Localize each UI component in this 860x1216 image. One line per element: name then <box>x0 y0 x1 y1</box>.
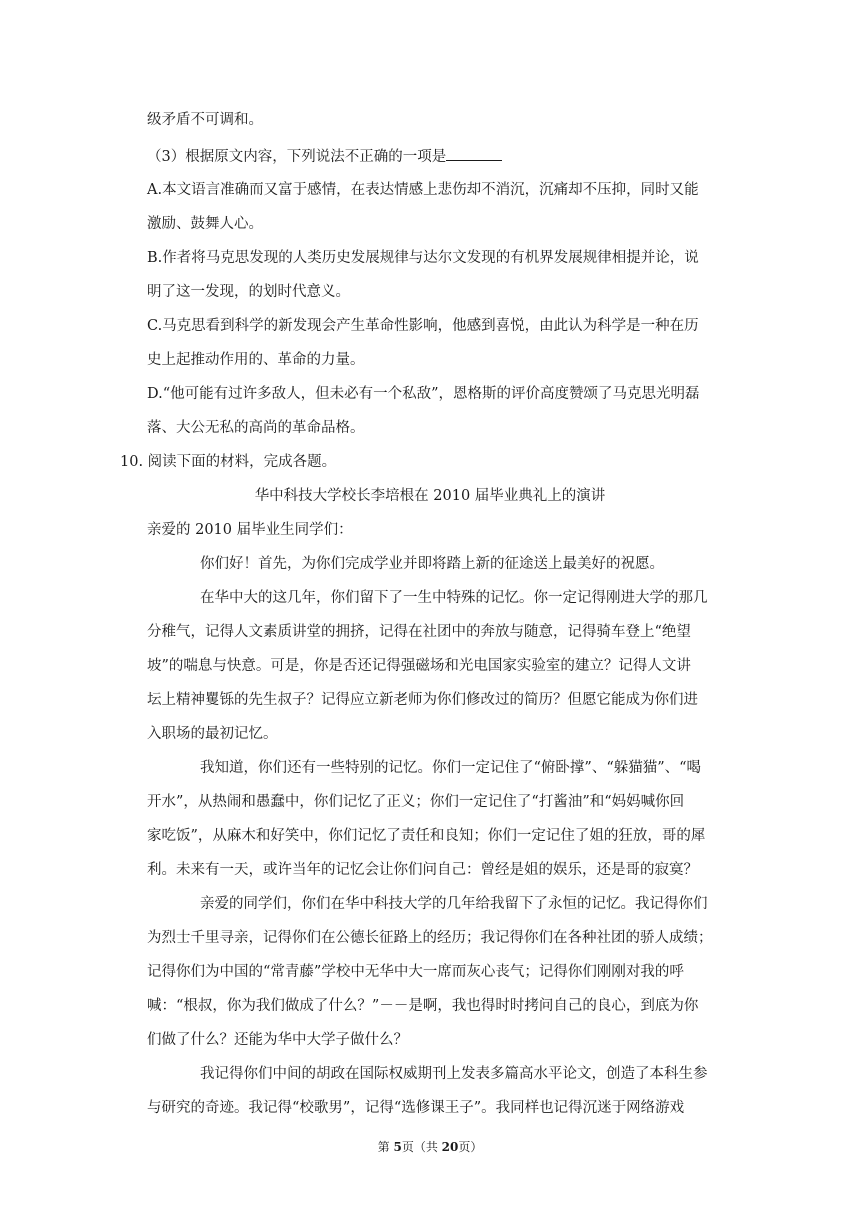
option-c-line-2: 史上起推动作用的、革命的力量。 <box>147 352 365 368</box>
paragraph-4-line-2: 为烈士千里寻亲，记得你们在公德长征路上的经历；我记得你们在各种社团的骄人成绩； <box>147 930 713 946</box>
footer-suffix: 页） <box>458 1140 483 1154</box>
text-line: 级矛盾不可调和。 <box>147 112 263 128</box>
option-d-line-1: D.“他可能有过许多敌人，但未必有一个私敌”，恩格斯的评价高度赞颂了马克思光明磊 <box>147 386 700 402</box>
footer-prefix: 第 <box>377 1140 394 1154</box>
article-title: 华中科技大学校长李培根在 2010 届毕业典礼上的演讲 <box>254 488 606 504</box>
option-b-line-2: 明了这一发现，的划时代意义。 <box>147 284 350 300</box>
question-3 <box>147 146 502 167</box>
option-d-line-2: 落、大公无私的高尚的革命品格。 <box>147 420 365 436</box>
paragraph-2-line-1: 在华中大的这几年，你们留下了一生中特殊的记忆。你一定记得刚进大学的那几 <box>200 590 708 606</box>
paragraph-2-line-3: 坡”的喘息与快意。可是，你是否还记得强磁场和光电国家实验室的建立？记得人文讲 <box>147 658 691 674</box>
paragraph-2-line-2: 分稚气，记得人文素质讲堂的拥挤，记得在社团中的奔放与随意，记得骑车登上“绝望 <box>147 624 691 640</box>
paragraph-4-line-5: 们做了什么？还能为华中大学子做什么？ <box>147 1032 408 1048</box>
paragraph-3-line-4: 利。未来有一天，或许当年的记忆会让你们问自己：曾经是姐的娱乐，还是哥的寂寞？ <box>147 862 698 878</box>
option-b-line-1: B.作者将马克思发现的人类历史发展规律与达尔文发现的有机界发展规律相提并论，说 <box>147 250 699 266</box>
page-footer <box>0 1138 860 1155</box>
footer-page-number: 5 <box>393 1140 402 1154</box>
paragraph-3-line-2: 开水”，从热闹和愚蠢中，你们记忆了正义；你们一定记住了“打酱油”和“妈妈喊你回 <box>147 794 685 810</box>
footer-middle: 页（共 <box>401 1140 442 1154</box>
answer-blank <box>446 146 502 161</box>
paragraph-5-line-1: 我记得你们中间的胡政在国际权威期刊上发表多篇高水平论文，创造了本科生参 <box>200 1066 708 1082</box>
question-10: 10. 阅读下面的材料，完成各题。 <box>120 454 337 470</box>
option-c-line-1: C.马克思看到科学的新发现会产生革命性影响，他感到喜悦，由此认为科学是一种在历 <box>147 318 699 334</box>
paragraph-4-line-3: 记得你们为中国的“常青藤”学校中无华中大一席而灰心丧气；记得你们刚刚对我的呼 <box>147 964 684 980</box>
paragraph-5-line-2: 与研究的奇迹。我记得“校歌男”，记得“选修课王子”。我同样也记得沉迷于网络游戏 <box>147 1100 685 1116</box>
footer-total-pages: 20 <box>441 1140 459 1154</box>
paragraph-4-line-1: 亲爱的同学们，你们在华中科技大学的几年给我留下了永恒的记忆。我记得你们 <box>200 896 708 912</box>
paragraph-2-line-4: 坛上精神矍铄的先生叔子？记得应立新老师为你们修改过的简历？但愿它能成为你们进 <box>147 692 698 708</box>
paragraph-1-line-1: 你们好！首先，为你们完成学业并即将踏上新的征途送上最美好的祝愿。 <box>200 556 664 572</box>
paragraph-3-line-3: 家吃饭”，从麻木和好笑中，你们记忆了责任和良知；你们一定记住了姐的狂放，哥的犀 <box>147 828 706 844</box>
option-a-line-1: A.本文语言准确而又富于感情，在表达情感上悲伤却不消沉，沉痛却不压抑，同时又能 <box>147 182 699 198</box>
salutation: 亲爱的 2010 届毕业生同学们： <box>147 522 353 538</box>
paragraph-4-line-4: 喊：“根叔，你为我们做成了什么？”－－是啊，我也得时时拷问自己的良心，到底为你 <box>147 998 699 1014</box>
question-3-text: （3）根据原文内容，下列说法不正确的一项是 <box>147 149 447 165</box>
option-a-line-2: 激励、鼓舞人心。 <box>147 216 263 232</box>
paragraph-3-line-1: 我知道，你们还有一些特别的记忆。你们一定记住了“俯卧撑”、“躲猫猫”、“喝 <box>200 760 702 776</box>
paragraph-2-line-5: 入职场的最初记忆。 <box>147 726 278 742</box>
